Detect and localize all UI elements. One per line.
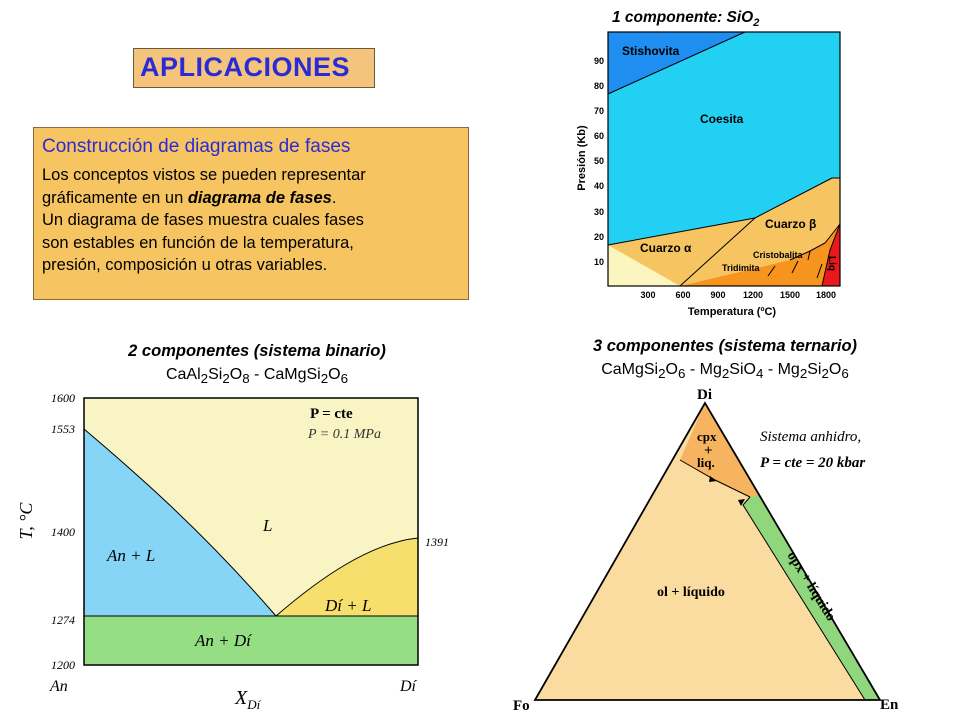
binary-xlabel-sub: Dí [247,697,261,712]
ternary-phase-diagram [505,385,945,717]
sio2-xtick: 1200 [742,290,764,300]
binary-label-di-l: Dí + L [325,596,372,615]
sio2-xtick: 300 [640,290,656,300]
sio2-xtick: 1500 [779,290,801,300]
ternary-cpx-1: cpx [697,429,717,444]
binary-pressure-note: P = 0.1 MPa [308,427,381,442]
ternary-formula: $CaMgSi_2O_6 - Mg_2SiO_4 - Mg_2Si_2O_6$ [601,361,849,382]
region-an-di [84,616,418,665]
ternary-opx-label: opx + líquido [783,549,839,624]
intro-line-2-post: . [331,188,337,207]
sio2-caption-text: 1 componente: SiO [612,9,754,26]
label-stishovita: Stishovita [622,44,680,58]
intro-line-2-emphasis: diagrama de fases [187,188,332,207]
label-cuarzo-beta: Cuarzo β [765,217,817,231]
binary-ytick: 1274 [51,613,75,627]
intro-line-3: Un diagrama de fases muestra cuales fases [42,211,364,229]
binary-pressure: P = cte [310,406,353,422]
sio2-ytick: 20 [593,232,604,242]
binary-x-left: An [50,678,68,695]
ternary-vertex-left: Fo [513,698,530,714]
binary-ytick: 1200 [51,658,75,672]
ternary-caption: 3 componentes (sistema ternario) [592,337,858,355]
sio2-ytick: 40 [593,181,604,191]
binary-ytick: 1553 [51,422,75,436]
sio2-ytick: 80 [593,81,604,91]
sio2-caption-sub: 2 [753,17,760,30]
sio2-ytick: 30 [593,207,604,217]
binary-xlabel [234,687,262,712]
binary-y-ticks [51,391,75,672]
ternary-note-1: Sistema anhidro, [760,429,862,445]
sio2-xlabel: Temperatura (ºC) [687,306,777,318]
sio2-phase-diagram [560,28,850,328]
label-cuarzo-alpha: Cuarzo α [640,241,692,255]
intro-line-2-pre: gráficamente en un [42,188,188,207]
binary-xlabel-main: X [235,687,248,709]
ternary-cpx-3: liq. [697,455,715,470]
binary-ytick: 1400 [51,525,75,539]
sio2-ytick: 50 [593,156,604,166]
sio2-xtick: 900 [710,290,726,300]
page-title: APLICACIONES [140,52,351,82]
binary-label-an-di: An + Dí [195,631,251,650]
ternary-note-2: P = cte = 20 kbar [760,455,866,471]
intro-line-5: presión, composición u otras variables. [42,256,328,274]
binary-caption: 2 componentes (sistema binario) [128,342,386,360]
sio2-xtick: 1800 [815,290,837,300]
label-liq: Liq [826,256,837,271]
intro-body [42,164,467,277]
ternary-vertex-top: Di [697,387,712,403]
binary-ylabel: T, °C [16,502,36,540]
binary-label-liquid: L [263,516,273,535]
sio2-caption [612,9,759,29]
sio2-xtick: 600 [675,290,691,300]
binary-phase-diagram [16,388,480,718]
binary-right-label: 1391 [425,535,449,549]
ternary-cpx-2: + [704,443,713,459]
label-cristobalita: Cristobalita [753,250,803,260]
sio2-ytick: 90 [593,56,604,66]
intro-heading: Construcción de diagramas de fases [42,136,351,157]
binary-x-right: Dí [400,678,416,695]
intro-line-2 [42,187,467,210]
sio2-x-ticks [640,290,836,300]
sio2-ytick: 60 [593,131,604,141]
binary-formula: $CaAl_2Si_2O_8$ - $CaMgSi_2O_6$ [165,366,349,387]
binary-ytick: 1600 [51,391,75,405]
ternary-vertex-right: En [880,697,899,713]
ternary-ol-label: ol + líquido [657,585,725,600]
sio2-y-ticks [594,56,604,267]
binary-label-an-l: An + L [107,546,156,565]
sio2-ytick: 70 [593,106,604,116]
label-coesita: Coesita [700,112,744,126]
sio2-ylabel: Presión (Kb) [576,125,588,191]
label-tridimita: Tridimita [722,263,760,273]
intro-line-1: Los conceptos vistos se pueden representar [42,166,366,184]
intro-line-4: son estables en función de la temperatura, [42,233,354,252]
sio2-ytick: 10 [593,257,604,267]
